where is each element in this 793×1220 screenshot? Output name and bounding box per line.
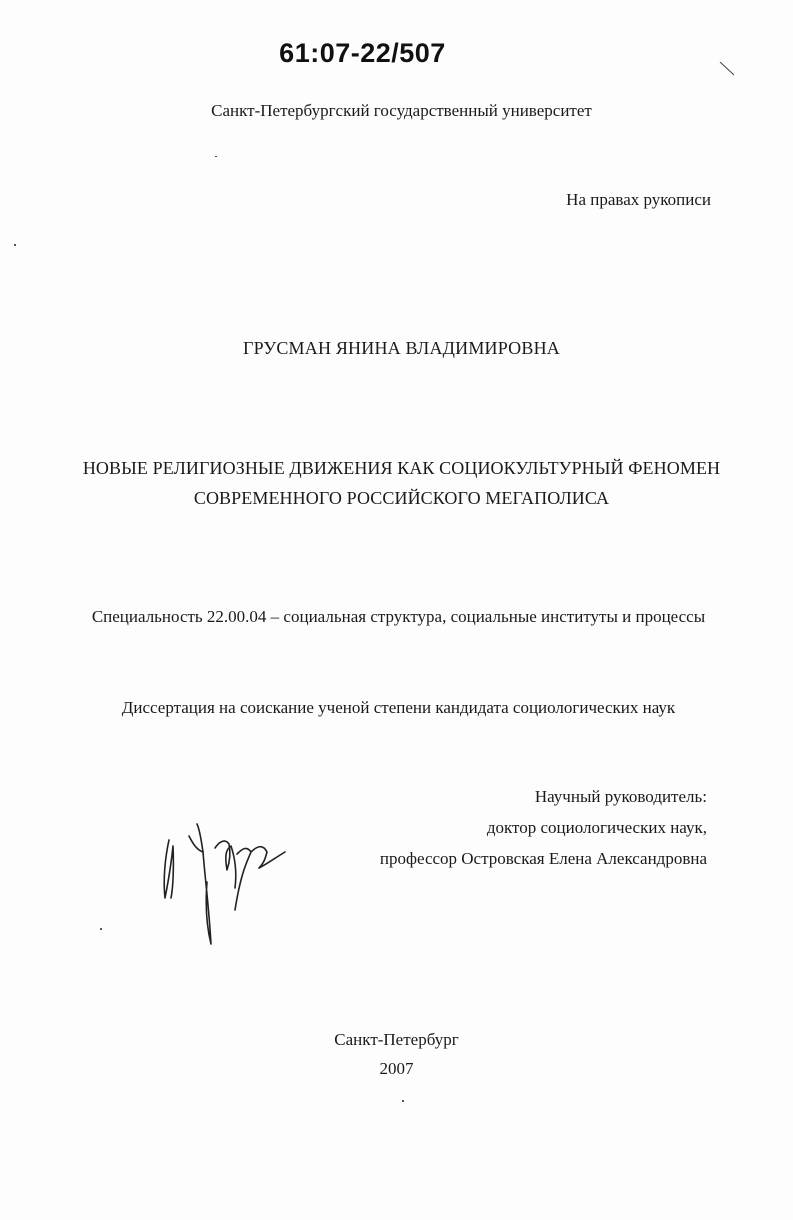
specialty-line: Специальность 22.00.04 – социальная структура, социальные институты и процессы [91, 607, 706, 626]
supervisor-degree: доктор социологических наук, [486, 818, 707, 837]
stamp-code-text: 61:07-22/507 [279, 38, 446, 68]
dissertation-title-line-1: НОВЫЕ РЕЛИГИОЗНЫЕ ДВИЖЕНИЯ КАК СОЦИОКУЛЬТУРНЫЙ ФЕНОМЕН [82, 458, 721, 478]
library-stamp-code [0, 38, 793, 69]
supervisor-name: профессор Островская Елена Александровна [379, 849, 707, 868]
publication-city: Санкт-Петербург [334, 1030, 459, 1049]
dissertation-title-line-2: СОВРЕМЕННОГО РОССИЙСКОГО МЕГАПОЛИСА [193, 488, 610, 508]
dissertation-degree-note: Диссертация на соискание ученой степени кандидата социологических наук [121, 698, 676, 717]
author-name: ГРУСМАН ЯНИНА ВЛАДИМИРОВНА [243, 338, 560, 358]
publication-year: 2007 [379, 1059, 414, 1078]
scan-speck [100, 928, 102, 930]
supervisor-label: Научный руководитель: [534, 787, 707, 806]
scan-speck [215, 156, 217, 157]
manuscript-rights-note: На правах рукописи [566, 190, 711, 209]
university-name: Санкт-Петербургский государственный университет [211, 101, 592, 120]
scan-mark [718, 60, 736, 78]
scan-speck [402, 1100, 404, 1102]
author-signature [155, 818, 290, 948]
scan-speck [14, 244, 16, 246]
